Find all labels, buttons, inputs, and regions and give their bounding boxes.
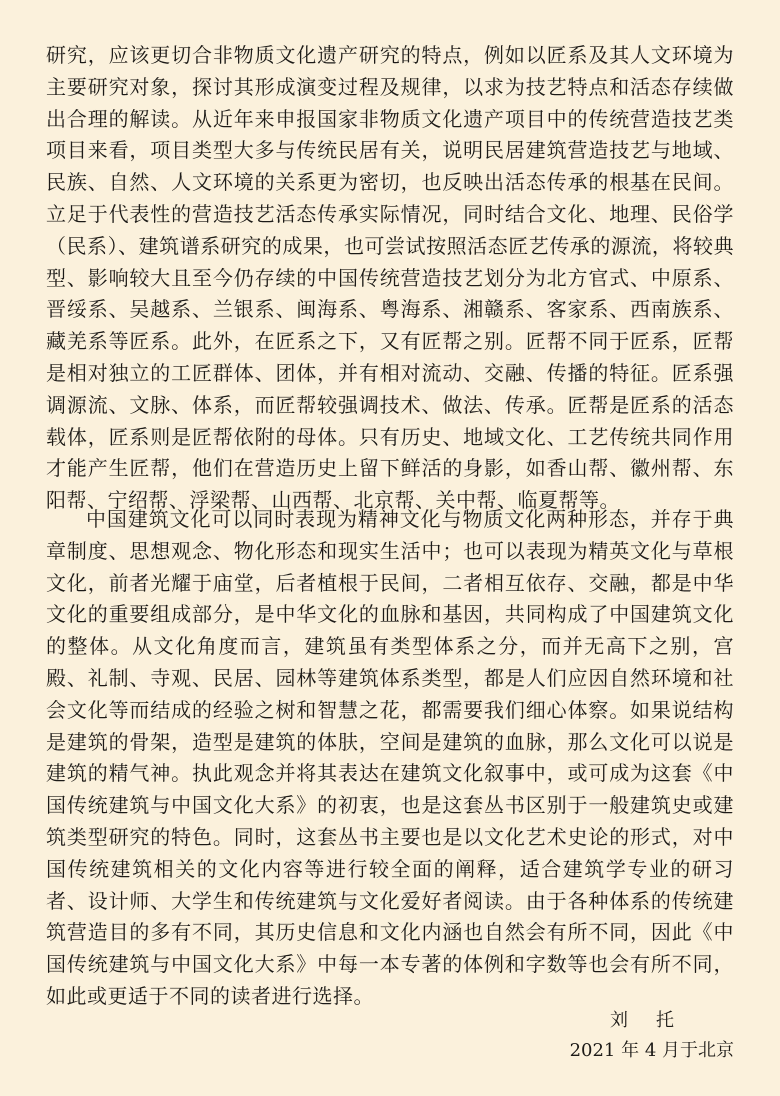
paragraph-1: 研究，应该更切合非物质文化遗产研究的特点，例如以匠系及其人文环境为主要研究对象，探讨其形成演变过程及规律，以求为技艺特点和活态存续做出合理的解读。从近年来申报国家非物质文化遗产项目中的传统营造技艺类项目来看，项目类型大多与传统民居有关，说明民居建筑营造技艺与地域、民族、自然、人文环境的关系更为密切，也反映出活态传承的根基在民间。立足于代表性的营造技艺活态传承实际情况，同时结合文化、地理、民俗学（民系）、建筑谱系研究的成果，也可尝试按照活态匠艺传承的源流，将较典型、影响较大且至今仍存续的中国传统营造技艺划分为北方官式、中原系、晋绥系、吴越系、兰银系、闽海系、粤海系、湘赣系、客家系、西南族系、藏羌系等匠系。此外，在匠系之下，又有匠帮之别。匠帮不同于匠系，匠帮是相对独立的工匠群体、团体，并有相对流动、交融、传播的特征。匠系强调源流、文脉、体系，而匠帮较强调技术、做法、传承。匠帮是匠系的活态载体，匠系则是匠帮依附的母体。只有历史、地域文化、工艺传统共同作用才能产生匠帮，他们在营造历史上留下鲜活的身影，如香山帮、徽州帮、东阳帮、宁绍帮、浮梁帮、山西帮、北京帮、关中帮、临夏帮等。: [46, 43, 734, 513]
author-name: 刘托: [610, 1010, 702, 1031]
signature-block: [474, 1006, 734, 1066]
signature-date: 2021 年 4 月于北京: [569, 1040, 734, 1061]
paragraph-2: 中国建筑文化可以同时表现为精神文化与物质文化两种形态，并存于典章制度、思想观念、物化形态和现实生活中；也可以表现为精英文化与草根文化，前者光耀于庙堂，后者植根于民间，二者相互依存、交融，都是中华文化的重要组成部分，是中华文化的血脉和基因，共同构成了中国建筑文化的整体。从文化角度而言，建筑虽有类型体系之分，而并无高下之别，宫殿、礼制、寺观、民居、园林等建筑体系类型，都是人们应因自然环境和社会文化等而结成的经验之树和智慧之花，都需要我们细心体察。如果说结构是建筑的骨架，造型是建筑的体肤，空间是建筑的血脉，那么文化可以说是建筑的精气神。执此观念并将其表达在建筑文化叙事中，或可成为这套《中国传统建筑与中国文化大系》的初衷，也是这套丛书区别于一般建筑史或建筑类型研究的特色。同时，这套丛书主要也是以文化艺术史论的形式，对中国传统建筑相关的文化内容等进行较全面的阐释，适合建筑学专业的研习者、设计师、大学生和传统建筑与文化爱好者阅读。由于各种体系的传统建筑营造目的多有不同，其历史信息和文化内涵也自然会有所不同，因此《中国传统建筑与中国文化大系》中每一本专著的体例和字数等也会有所不同，如此或更适于不同的读者进行选择。: [46, 507, 734, 1008]
